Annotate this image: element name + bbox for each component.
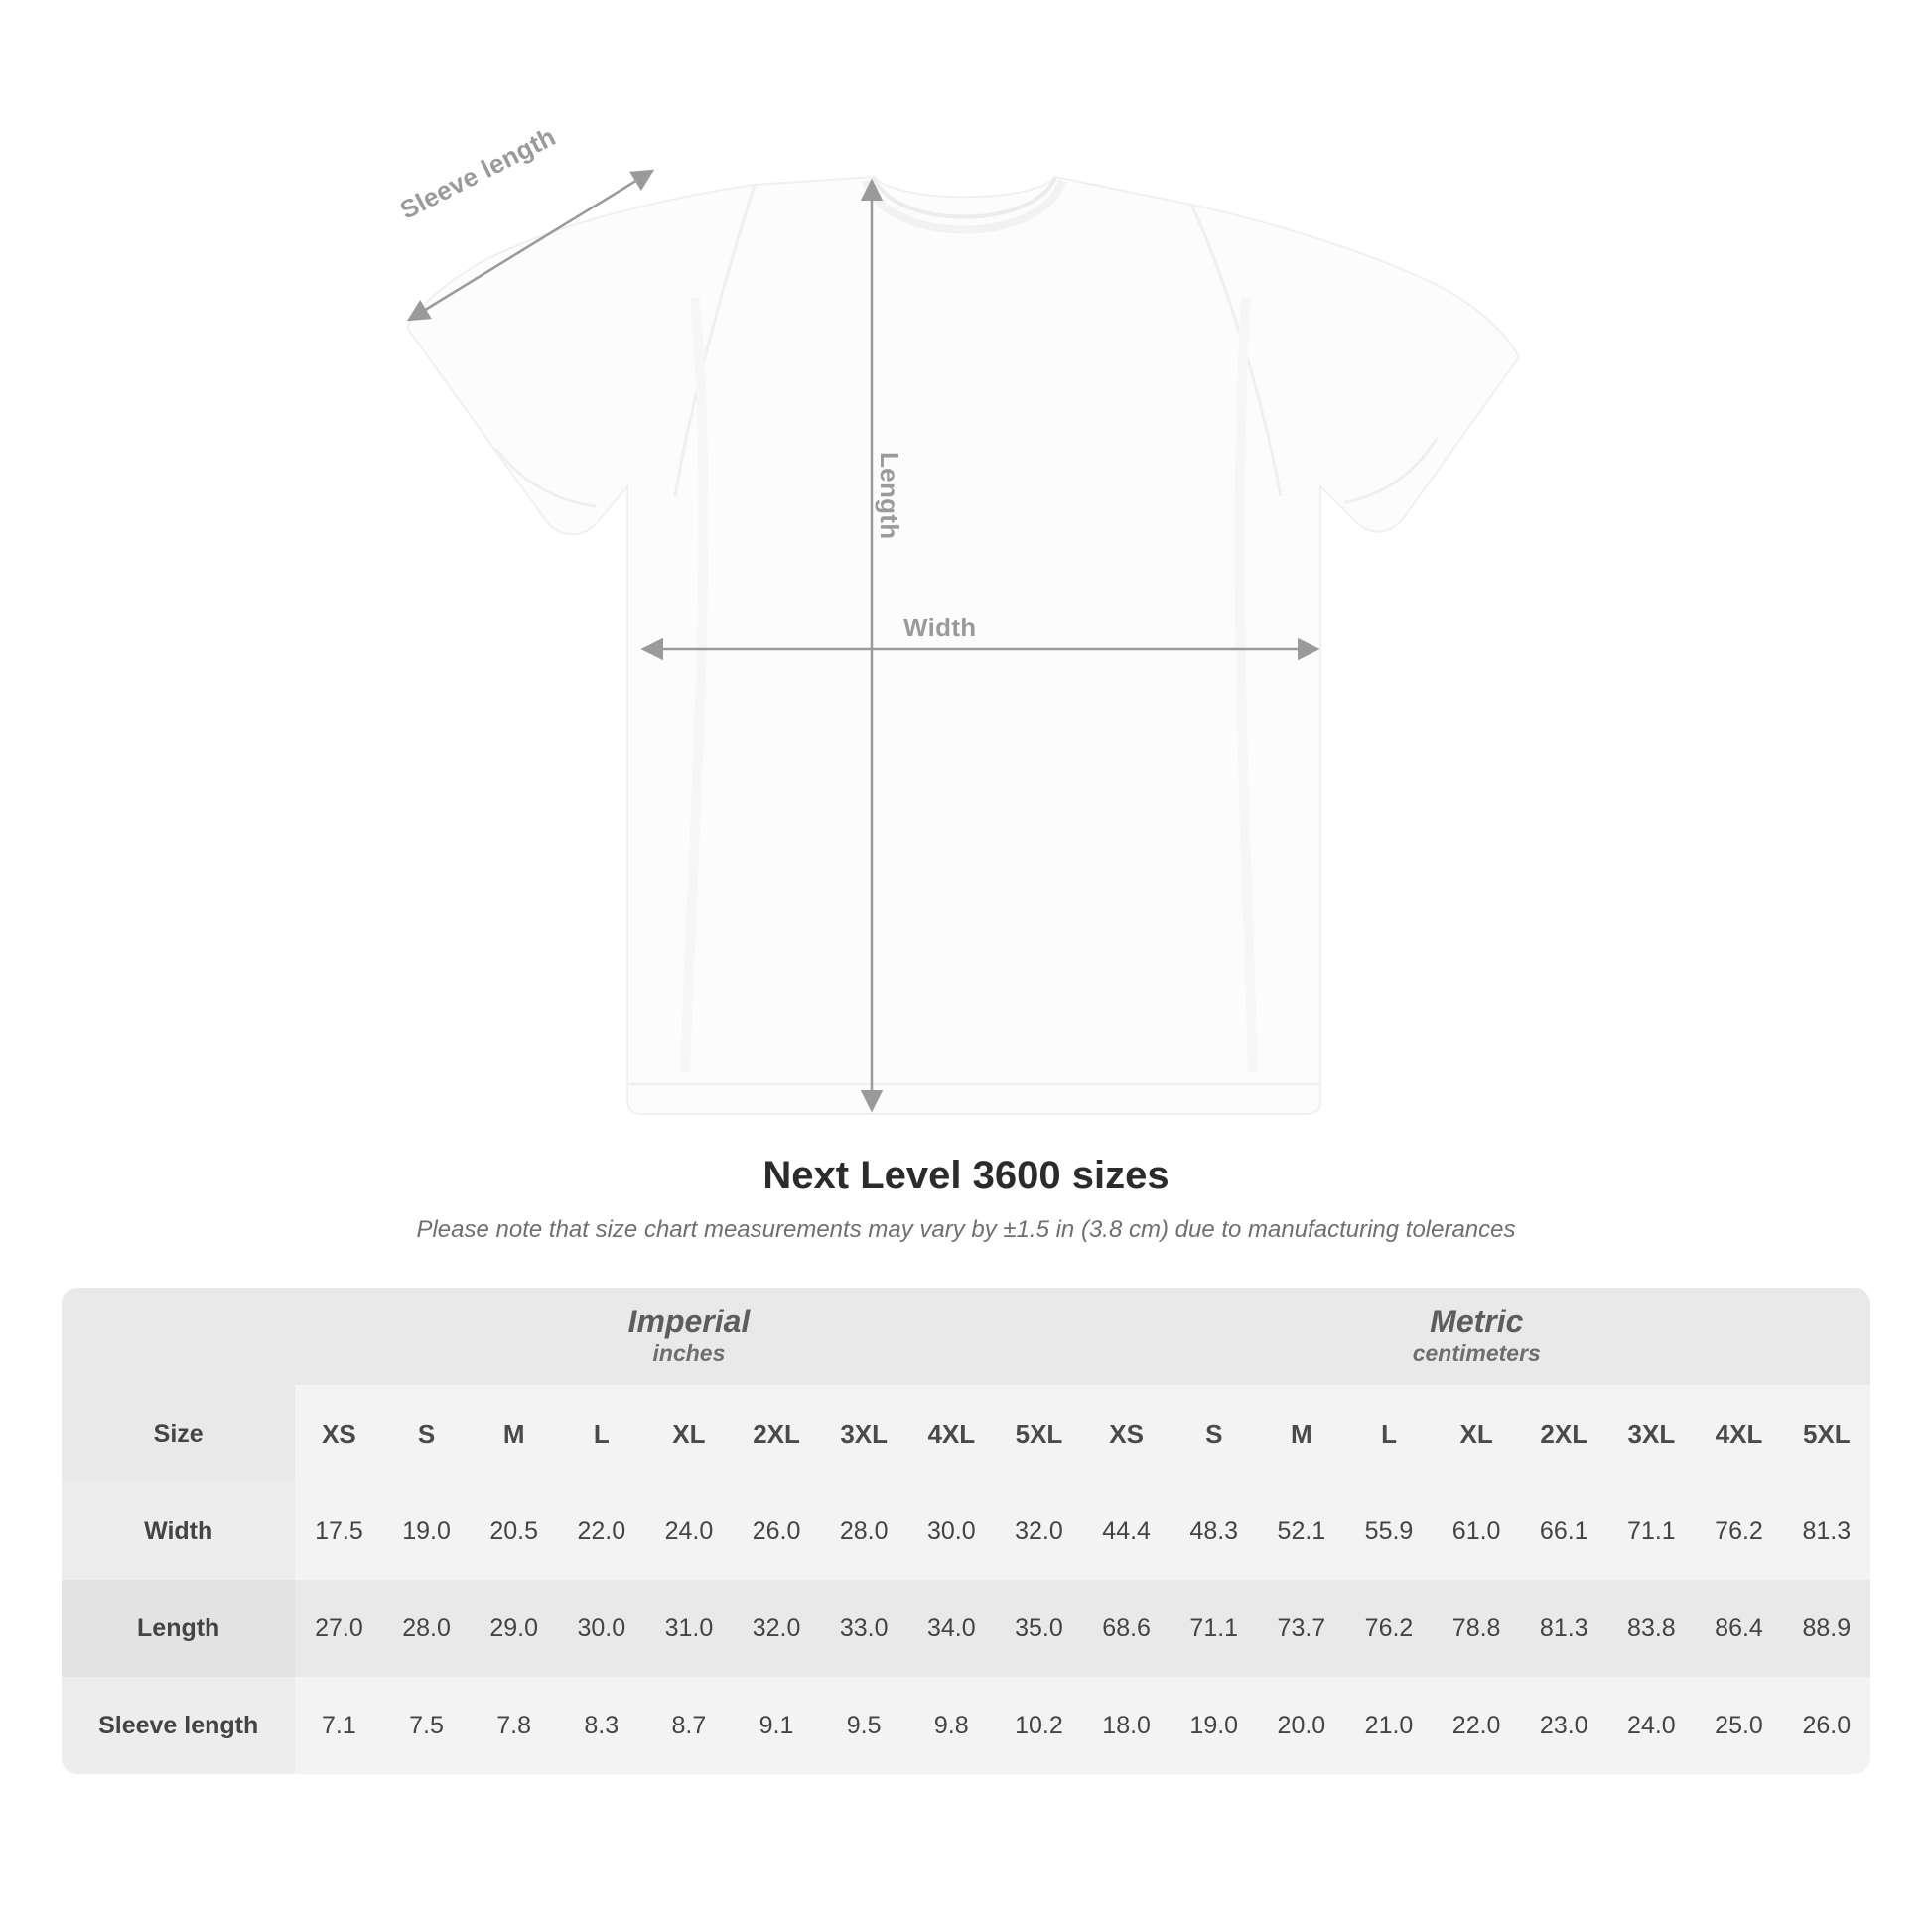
measurement-cell: 76.2 [1695,1482,1782,1580]
size-column-header: S [382,1385,470,1482]
measurement-cell: 71.1 [1171,1580,1258,1677]
row-header-size: Size [62,1385,295,1482]
measurement-cell: 55.9 [1345,1482,1433,1580]
size-header-row [62,1385,1870,1482]
measurement-cell: 10.2 [995,1677,1082,1774]
measurement-cell: 86.4 [1695,1580,1782,1677]
measurement-cell: 8.7 [645,1677,733,1774]
measurement-cell: 78.8 [1433,1580,1520,1677]
measurement-cell: 66.1 [1520,1482,1607,1580]
measurement-cell: 30.0 [907,1482,995,1580]
measurement-cell: 9.8 [907,1677,995,1774]
unit-header-metric [1083,1288,1870,1385]
size-column-header: 2XL [1520,1385,1607,1482]
measurement-cell: 7.5 [382,1677,470,1774]
measurement-cell: 18.0 [1083,1677,1171,1774]
width-label: Width [903,613,977,642]
measurement-cell: 20.0 [1258,1677,1345,1774]
measurement-cell: 8.3 [558,1677,645,1774]
measurement-cell: 61.0 [1433,1482,1520,1580]
size-column-header: 4XL [1695,1385,1782,1482]
measurement-cell: 19.0 [1171,1677,1258,1774]
measurement-cell: 7.1 [295,1677,382,1774]
measurement-cell: 17.5 [295,1482,382,1580]
size-column-header: XL [645,1385,733,1482]
measurement-cell: 29.0 [471,1580,558,1677]
size-chart-table [62,1288,1870,1774]
measurement-cell: 22.0 [1433,1677,1520,1774]
measurement-cell: 26.0 [1783,1677,1870,1774]
measurement-cell: 32.0 [733,1580,820,1677]
tolerance-note: Please note that size chart measurements may vary by ±1.5 in (3.8 cm) due to manufacturing tolerances [416,1216,1516,1243]
size-column-header: 3XL [1607,1385,1695,1482]
measurement-cell: 9.1 [733,1677,820,1774]
measurement-cell: 25.0 [1695,1677,1782,1774]
size-column-header: 2XL [733,1385,820,1482]
measurement-cell: 73.7 [1258,1580,1345,1677]
size-column-header: 3XL [820,1385,907,1482]
measurement-row-label: Width [62,1482,295,1580]
size-chart-body [62,1482,1870,1774]
size-column-header: XS [1083,1385,1171,1482]
unit-group-header-row [62,1288,1870,1385]
measurement-cell: 68.6 [1083,1580,1171,1677]
table-row [62,1482,1870,1580]
measurement-cell: 48.3 [1171,1482,1258,1580]
unit-name-metric: Metric [1430,1303,1524,1339]
measurement-row-label: Length [62,1580,295,1677]
sleeve-length-label: Sleeve length [395,121,561,225]
measurement-cell: 7.8 [471,1677,558,1774]
page-title: Next Level 3600 sizes [762,1154,1170,1197]
measurement-cell: 52.1 [1258,1482,1345,1580]
measurement-cell: 23.0 [1520,1677,1607,1774]
measurement-cell: 28.0 [820,1482,907,1580]
unit-sub-metric: centimeters [1412,1340,1541,1367]
size-column-header: 5XL [1783,1385,1870,1482]
size-column-header: S [1171,1385,1258,1482]
measurement-cell: 81.3 [1520,1580,1607,1677]
measurement-cell: 83.8 [1607,1580,1695,1677]
measurement-row-label: Sleeve length [62,1677,295,1774]
size-column-header: XL [1433,1385,1520,1482]
measurement-cell: 88.9 [1783,1580,1870,1677]
size-column-header: M [1258,1385,1345,1482]
size-column-header: XS [295,1385,382,1482]
size-column-header: M [471,1385,558,1482]
table-row [62,1677,1870,1774]
size-column-header: 4XL [907,1385,995,1482]
size-column-header: L [1345,1385,1433,1482]
title-block [0,1154,1932,1244]
unit-name-imperial: Imperial [627,1303,751,1339]
unit-sub-imperial: inches [652,1340,726,1367]
measurement-cell: 19.0 [382,1482,470,1580]
measurement-cell: 30.0 [558,1580,645,1677]
measurement-cell: 33.0 [820,1580,907,1677]
size-chart-table-wrapper [62,1288,1870,1774]
measurement-cell: 76.2 [1345,1580,1433,1677]
measurement-cell: 44.4 [1083,1482,1171,1580]
unit-header-spacer [62,1288,295,1385]
measurement-cell: 27.0 [295,1580,382,1677]
measurement-cell: 26.0 [733,1482,820,1580]
measurement-cell: 71.1 [1607,1482,1695,1580]
measurement-cell: 28.0 [382,1580,470,1677]
measurement-cell: 35.0 [995,1580,1082,1677]
measurement-cell: 22.0 [558,1482,645,1580]
measurement-cell: 21.0 [1345,1677,1433,1774]
size-column-header: L [558,1385,645,1482]
table-row [62,1580,1870,1677]
unit-header-imperial [295,1288,1082,1385]
measurement-cell: 32.0 [995,1482,1082,1580]
size-column-header: 5XL [995,1385,1082,1482]
tshirt-shape [407,177,1519,1114]
measurement-cell: 20.5 [471,1482,558,1580]
measurement-cell: 31.0 [645,1580,733,1677]
length-label: Length [875,452,904,540]
measurement-cell: 34.0 [907,1580,995,1677]
measurement-cell: 9.5 [820,1677,907,1774]
measurement-cell: 24.0 [1607,1677,1695,1774]
measurement-cell: 24.0 [645,1482,733,1580]
measurement-cell: 81.3 [1783,1482,1870,1580]
